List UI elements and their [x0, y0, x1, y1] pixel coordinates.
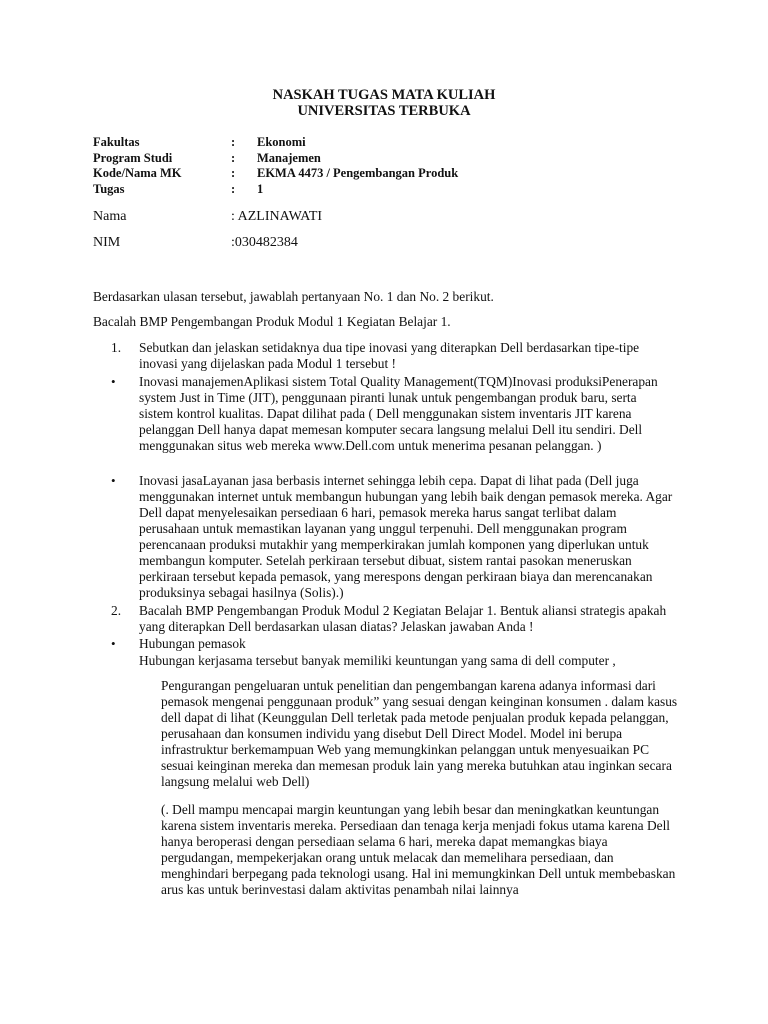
info-value: Ekonomi	[257, 135, 306, 149]
student-name-row	[93, 209, 322, 225]
quote-paragraph-1: Pengurangan pengeluaran untuk penelitian dan pengembangan karena adanya informasi dari pemasok mengenai penggunaan produk” yang sesuai dengan keinginan konsumen . dalam kasus dell dapat di lihat (Keunggulan Dell terletak pada metode penjualan produk kepada pelanggan, perusahaan dan konsumen individu yang disebut Dell Direct Model. Model ini berupa infrastruktur berkemampuan Web yang memungkinkan pelanggan untuk menyesuaikan PC sesuai keinginan mereka dan memesan produk lain yang mereka butuhkan atau inginkan secara langsung melalui web Dell)	[161, 678, 678, 789]
bullet-icon: •	[111, 374, 116, 389]
info-label: Tugas	[93, 181, 125, 196]
info-row-fakultas	[93, 135, 458, 151]
answer-intro: Hubungan kerjasama tersebut banyak memiliki keuntungan yang sama di dell computer ,	[139, 653, 616, 668]
question-2	[111, 603, 674, 635]
answer-text: Inovasi jasaLayanan jasa berbasis internet sehingga lebih cepa. Dapat di lihat pada (Dell juga menggunakan internet untuk membangun hubungan yang lebih baik dengan pemasok mereka. Agar Dell dapat menyelesaikan persediaan 6 hari, pemasok mereka harus sangat terlibat dalam perusahaan untuk memastikan layanan yang unggul terpenuhi. Dell menggunakan program perencanaan produksi mutakhir yang memperkirakan jumlah komponen yang diperlukan untuk membangun komputer. Setelah perkiraan tersebut dibuat, sistem rantai pasokan meneruskan perkiraan tersebut kepada pemasok, yang merespons dengan perkiraan biaya dan merencanakan produksinya sebagai hasilnya (Solis).)	[139, 473, 673, 600]
info-label: Kode/Nama MK	[93, 166, 182, 180]
list-number: 2.	[111, 603, 122, 618]
intro-instruction: Berdasarkan ulasan tersebut, jawablah pertanyaan No. 1 dan No. 2 berikut.	[93, 289, 494, 304]
course-info	[93, 135, 458, 197]
info-row-tugas	[93, 182, 458, 198]
university-title: UNIVERSITAS TERBUKA	[297, 103, 471, 119]
student-name-value: : AZLINAWATI	[231, 209, 323, 224]
info-row-program-studi	[93, 151, 458, 167]
question-text: Bacalah BMP Pengembangan Produk Modul 2 Kegiatan Belajar 1. Bentuk aliansi strategis apakah yang diterapkan Dell berdasarkan ulasan diatas? Jelaskan jawaban Anda !	[139, 603, 667, 634]
question-1	[111, 340, 674, 372]
document-title: NASKAH TUGAS MATA KULIAH	[272, 87, 496, 103]
answer-bullet-management	[111, 374, 674, 454]
bullet-icon: •	[111, 473, 116, 488]
answer-bullet-service	[111, 473, 674, 601]
info-value: Manajemen	[257, 150, 321, 165]
student-name-label: Nama	[93, 209, 127, 224]
info-value: EKMA 4473 / Pengembangan Produk	[257, 166, 459, 180]
info-label: Fakultas	[93, 135, 140, 149]
student-nim-value: :030482384	[231, 235, 298, 250]
student-nim-row	[93, 235, 298, 251]
info-row-kode-mk	[93, 166, 458, 182]
quote-paragraph-2: (. Dell mampu mencapai margin keuntungan yang lebih besar dan meningkatkan keuntungan karena sistem inventaris mereka. Persediaan dan tenaga kerja menjadi fokus utama karena Dell hanya beroperasi dengan persediaan selama 6 hari, mereka dapat memangkas biaya pergudangan, mempekerjakan orang untuk melacak dan memelihara persediaan, dan menghindari berpegang pada teknologi usang. Hal ini memungkinkan Dell untuk membebaskan arus kas untuk berinvestasi dalam aktivitas penambah nilai lainnya	[161, 802, 676, 897]
answer-text: Inovasi manajemenAplikasi sistem Total Quality Management(TQM)Inovasi produksiPenerapan system Just in Time (JIT), penggunaan piranti lunak untuk pengembangan produk baru, serta sistem kontrol kualitas. Dapat dilihat pada ( Dell menggunakan sistem inventaris JIT karena pelanggan Dell hanya dapat memesan komputer secara langsung melalui Dell itu sendiri. Dell menggunakan situs web mereka www.Dell.com untuk menerima pesanan pelanggan. )	[139, 374, 658, 453]
question-text: Sebutkan dan jelaskan setidaknya dua tipe inovasi yang diterapkan Dell berdasarkan tipe-tipe inovasi yang dijelaskan pada Modul 1 tersebut !	[139, 340, 640, 371]
info-label: Program Studi	[93, 150, 173, 165]
info-colon: :	[231, 166, 236, 180]
answer-text: Hubungan pemasok	[139, 636, 246, 651]
info-colon: :	[231, 181, 236, 196]
answer-bullet-supplier	[111, 636, 674, 652]
info-value: 1	[257, 181, 264, 196]
info-colon: :	[231, 135, 236, 149]
list-number: 1.	[111, 340, 122, 355]
student-nim-label: NIM	[93, 235, 121, 250]
info-colon: :	[231, 150, 236, 165]
intro-reading: Bacalah BMP Pengembangan Produk Modul 1 Kegiatan Belajar 1.	[93, 314, 451, 329]
bullet-icon: •	[111, 636, 116, 651]
